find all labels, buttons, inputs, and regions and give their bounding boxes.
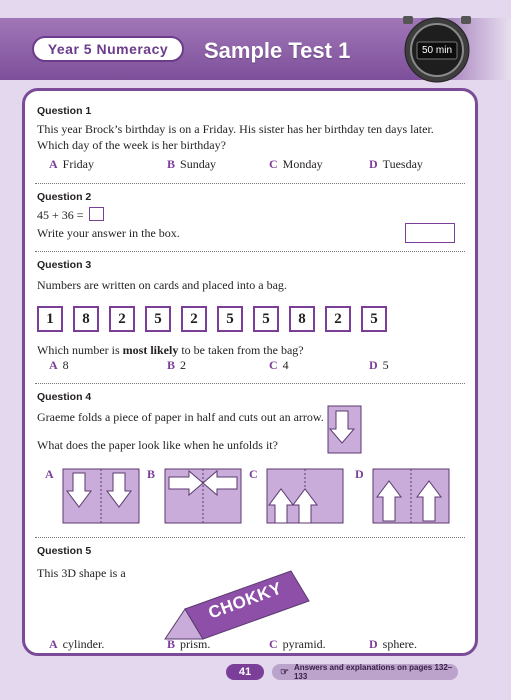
- option-d[interactable]: D sphere.: [369, 637, 417, 651]
- option-d[interactable]: D 5: [369, 358, 389, 372]
- pointing-hand-icon: ☞: [280, 666, 289, 678]
- number-card: 8: [73, 306, 99, 332]
- option-c[interactable]: C 4: [269, 358, 289, 372]
- inline-answer-box: [89, 207, 104, 221]
- page-title: Sample Test 1: [204, 38, 351, 63]
- option-b[interactable]: B prism.: [167, 637, 211, 651]
- divider: [35, 251, 465, 252]
- stopwatch-icon: [395, 14, 479, 84]
- question-4-text-2: What does the paper look like when he unfolds it?: [37, 438, 278, 452]
- question-2-instruction: Write your answer in the box.: [37, 226, 180, 240]
- number-card: 5: [253, 306, 279, 332]
- question-4-text-1: Graeme folds a piece of paper in half and cuts out an arrow.: [37, 410, 324, 424]
- number-cards: [37, 306, 463, 334]
- option-b-figure[interactable]: B: [157, 467, 243, 530]
- question-2-equation: 45 + 36 =: [37, 208, 84, 222]
- number-card: 2: [181, 306, 207, 332]
- option-d[interactable]: D Tuesday: [369, 157, 423, 171]
- option-c[interactable]: C pyramid.: [269, 637, 326, 651]
- number-card: 1: [37, 306, 63, 332]
- page-number: 41: [226, 664, 264, 680]
- series-label: Year 5 Numeracy: [32, 36, 184, 62]
- option-b[interactable]: B Sunday: [167, 157, 217, 171]
- prism-label: CHOKKY: [205, 578, 285, 623]
- option-b[interactable]: B 2: [167, 358, 187, 372]
- question-card: [22, 88, 478, 656]
- option-a-figure[interactable]: A: [55, 467, 141, 530]
- number-card: 2: [109, 306, 135, 332]
- answers-note: ☞ Answers and explanations on pages 132–133: [272, 664, 458, 680]
- question-3-heading: Question 3: [37, 259, 92, 271]
- question-3-prompt: Which number is most likely to be taken from the bag?: [37, 343, 304, 357]
- option-c-figure[interactable]: C: [259, 467, 345, 530]
- question-2-equation-row: [37, 207, 463, 223]
- option-a[interactable]: A Friday: [49, 157, 95, 171]
- folded-paper-figure: [327, 405, 363, 460]
- question-3-text: Numbers are written on cards and placed into a bag.: [37, 278, 287, 292]
- question-5-text: This 3D shape is a: [37, 566, 126, 580]
- number-card: 8: [289, 306, 315, 332]
- question-5-heading: Question 5: [37, 545, 92, 557]
- question-1-text: This year Brock’s birthday is on a Friday. His sister has her birthday ten days later. Which day of the week is her birthday?: [37, 122, 434, 152]
- question-2-heading: Question 2: [37, 191, 92, 203]
- number-card: 5: [217, 306, 243, 332]
- question-4-heading: Question 4: [37, 391, 92, 403]
- option-a[interactable]: A 8: [49, 358, 69, 372]
- triangular-prism-figure: [163, 569, 323, 643]
- answer-box[interactable]: [405, 223, 455, 243]
- option-d-figure[interactable]: D: [365, 467, 451, 530]
- divider: [35, 383, 465, 384]
- number-card: 5: [145, 306, 171, 332]
- question-1-heading: Question 1: [37, 105, 92, 117]
- divider: [35, 183, 465, 184]
- option-c[interactable]: C Monday: [269, 157, 323, 171]
- option-a[interactable]: A cylinder.: [49, 637, 105, 651]
- number-card: 2: [325, 306, 351, 332]
- timer-readout: 50 min: [421, 45, 452, 56]
- number-card: 5: [361, 306, 387, 332]
- divider: [35, 537, 465, 538]
